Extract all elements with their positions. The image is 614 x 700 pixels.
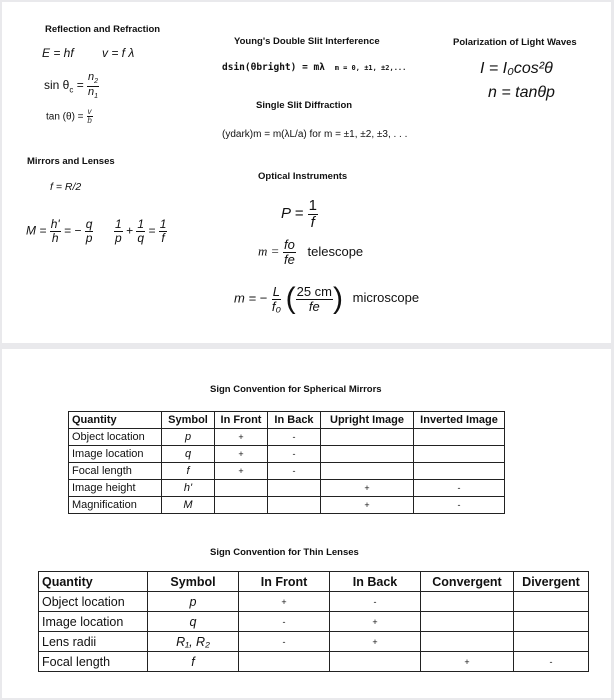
lens-den1: p (115, 230, 122, 245)
header-cell: Quantity (39, 572, 148, 592)
sign-cell (414, 446, 505, 463)
table-row (69, 429, 505, 446)
header-cell: In Front (239, 572, 330, 592)
wave-speed-formula: v = f λ (102, 46, 135, 60)
symbol-cell: p (162, 429, 215, 446)
symbol-cell: f (148, 652, 239, 672)
sign-cell (330, 652, 421, 672)
lens-den2: q (137, 230, 145, 245)
mic-inner-num: 25 cm (296, 283, 332, 299)
header-cell: In Front (215, 412, 268, 429)
symbol-cell: p (148, 592, 239, 612)
symbol-cell: M (162, 497, 215, 514)
thin-lens-formula: $\frac{1}{p}$ + $\frac{1}{q}$ = $\frac{1}{f}$ (115, 217, 167, 245)
crit-den-sub: 1 (94, 92, 99, 100)
mirrors-table-title: Sign Convention for Spherical Mirrors (210, 384, 382, 395)
quantity-cell: Object location (69, 429, 162, 446)
symbol-cell: q (148, 612, 239, 632)
sign-cell: - (239, 612, 330, 632)
tel-den: fe (284, 251, 295, 267)
mirrors-sign-table (68, 411, 505, 514)
lenses-sign-table (38, 571, 589, 672)
sign-cell (414, 463, 505, 480)
microscope-formula (234, 284, 419, 314)
polarization-title: Polarization of Light Waves (453, 37, 577, 48)
crit-num: n (88, 71, 95, 83)
lens-num-b: 1 (137, 217, 145, 231)
mag-num2: q (85, 217, 93, 231)
table-row (39, 592, 589, 612)
power-left: P = (281, 205, 304, 223)
table-row (39, 652, 589, 672)
tel-left: m = (258, 243, 280, 259)
mirrors-title: Mirrors and Lenses (27, 156, 115, 167)
formula-sheet-card (2, 2, 611, 343)
energy-formula: E = hf (42, 46, 74, 60)
table-row (69, 446, 505, 463)
mag-left: M = (26, 223, 47, 238)
header-cell: Symbol (148, 572, 239, 592)
young-formula (222, 62, 406, 73)
microscope-label: microscope (352, 290, 420, 306)
tel-num: fo (284, 237, 295, 252)
mic-left: m = − (234, 290, 268, 306)
symbol-cell: R₁, R₂ (148, 632, 239, 652)
right-paren: ) (333, 282, 343, 315)
tan-left: tan (θ) = (46, 111, 84, 123)
focal-radius-formula: f = R/2 (50, 181, 82, 193)
sign-cell: + (421, 652, 514, 672)
sign-cell: + (239, 592, 330, 612)
young-m-values: m = 0, ±1, ±2,... (334, 64, 407, 72)
sign-cell (268, 480, 321, 497)
lenses-table-title: Sign Convention for Thin Lenses (210, 547, 359, 558)
reflection-title: Reflection and Refraction (45, 24, 161, 35)
sign-cell: + (321, 480, 414, 497)
left-paren: ( (285, 282, 296, 315)
sign-cell: + (321, 497, 414, 514)
lens-num-a: 1 (115, 217, 122, 231)
sign-cell (321, 446, 414, 463)
mic-num: L (272, 283, 281, 299)
sign-cell: - (268, 446, 321, 463)
quantity-cell: Magnification (69, 497, 162, 514)
critical-angle-formula: $\sin \theta_c$ = $\frac{n_2}{n_1}$ (44, 71, 99, 100)
sign-cell: - (330, 592, 421, 612)
sign-cell (414, 429, 505, 446)
quantity-cell: Object location (39, 592, 148, 612)
table-row (39, 612, 589, 632)
table-header-row (69, 412, 505, 429)
table-row (69, 463, 505, 480)
header-cell: In Back (268, 412, 321, 429)
header-cell: Upright Image (321, 412, 414, 429)
header-cell: In Back (330, 572, 421, 592)
mag-num1: h' (50, 217, 60, 231)
header-cell: Symbol (162, 412, 215, 429)
header-cell: Convergent (421, 572, 514, 592)
header-cell: Inverted Image (414, 412, 505, 429)
mag-den2: p (85, 230, 93, 245)
sign-cell (514, 612, 589, 632)
sign-cell: + (330, 612, 421, 632)
table-row (39, 632, 589, 652)
sign-cell (514, 592, 589, 612)
mic-den: f₀ (271, 298, 281, 314)
quantity-cell: Focal length (69, 463, 162, 480)
quantity-cell: Image height (69, 480, 162, 497)
quantity-cell: Focal length (39, 652, 148, 672)
crit-sub: c (69, 85, 74, 95)
sign-cell: + (215, 463, 268, 480)
telescope-label: telescope (307, 243, 364, 259)
young-eq: dsin(θbright) = mλ (222, 62, 325, 73)
lens-den3: f (161, 230, 165, 245)
quantity-cell: Image location (39, 612, 148, 632)
tan-num: v (87, 107, 92, 116)
sign-cell (215, 480, 268, 497)
optical-title: Optical Instruments (258, 171, 348, 182)
tan-formula (46, 108, 93, 126)
sign-cell (239, 652, 330, 672)
sign-cell (321, 463, 414, 480)
sign-cell (321, 429, 414, 446)
sign-cell: + (215, 429, 268, 446)
sign-convention-card (2, 349, 611, 698)
young-title: Young's Double Slit Interference (234, 36, 380, 47)
sign-cell: - (239, 632, 330, 652)
header-cell: Divergent (514, 572, 589, 592)
sign-cell: - (268, 429, 321, 446)
single-slit-formula: (ydark)m = m(λL/a) for m = ±1, ±2, ±3, . . . (222, 129, 408, 140)
brewster-formula: n = tanθp (488, 84, 555, 101)
quantity-cell: Image location (69, 446, 162, 463)
power-formula (281, 198, 318, 231)
sign-cell: - (268, 463, 321, 480)
sign-cell (421, 612, 514, 632)
crit-den: n (88, 85, 95, 98)
power-den: f (310, 213, 315, 231)
sign-cell (215, 497, 268, 514)
magnification-formula: M = $\frac{h'}{h}$ = − $\frac{q}{p}$ (26, 217, 93, 245)
crit-num-sub: 2 (94, 78, 99, 86)
table-row (69, 480, 505, 497)
table-row (69, 497, 505, 514)
sign-cell (421, 592, 514, 612)
header-cell: Quantity (69, 412, 162, 429)
lens-num-c: 1 (159, 217, 167, 231)
sign-cell: - (414, 480, 505, 497)
tan-den: b (87, 116, 92, 126)
mic-inner-den: fe (308, 298, 320, 314)
sign-cell (514, 632, 589, 652)
sign-cell (421, 632, 514, 652)
crit-left: sin θ (44, 78, 70, 93)
symbol-cell: h' (162, 480, 215, 497)
symbol-cell: f (162, 463, 215, 480)
single-slit-title: Single Slit Diffraction (256, 100, 353, 111)
telescope-formula (258, 238, 363, 266)
sign-cell (268, 497, 321, 514)
mag-den1: h (51, 230, 59, 245)
malus-law-formula: I = I₀cos²θ (480, 60, 553, 77)
sign-cell: - (514, 652, 589, 672)
sign-cell: - (414, 497, 505, 514)
quantity-cell: Lens radii (39, 632, 148, 652)
symbol-cell: q (162, 446, 215, 463)
sign-cell: + (215, 446, 268, 463)
sign-cell: + (330, 632, 421, 652)
table-header-row (39, 572, 589, 592)
power-num: 1 (308, 197, 317, 214)
